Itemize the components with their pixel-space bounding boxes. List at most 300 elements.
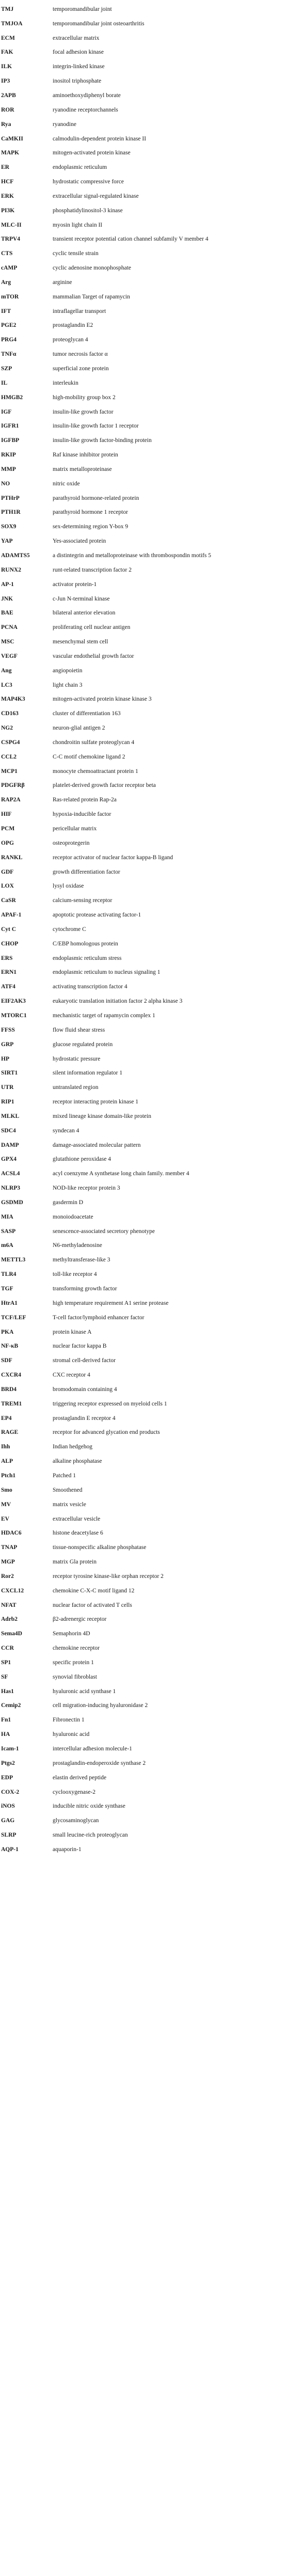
abbreviation-definition: nuclear factor of activated T cells xyxy=(53,1602,132,1608)
abbreviation-row xyxy=(0,1239,288,1253)
abbreviation-definition: intraflagellar transport xyxy=(53,308,106,314)
abbreviation-definition: angiopoietin xyxy=(53,667,83,674)
abbreviation-row xyxy=(0,1584,288,1598)
abbreviation-term: EIF2AK3 xyxy=(1,998,26,1005)
abbreviation-term: IP3 xyxy=(1,78,10,85)
abbreviation-definition: sex-determining region Y-box 9 xyxy=(53,524,129,530)
abbreviation-row xyxy=(0,1483,288,1497)
abbreviation-definition: eukaryotic translation initiation factor 2 alpha kinase 3 xyxy=(53,998,183,1005)
abbreviation-definition: parathyroid hormone 1 receptor xyxy=(53,509,128,516)
abbreviation-definition: bilateral anterior elevation xyxy=(53,610,116,617)
abbreviation-row xyxy=(0,347,288,361)
abbreviation-row xyxy=(0,1382,288,1397)
abbreviation-definition: hydrostatic pressure xyxy=(53,1055,101,1062)
abbreviation-definition: receptor interacting protein kinase 1 xyxy=(53,1099,139,1105)
abbreviation-definition: transient receptor potential cation channel subfamily V member 4 xyxy=(53,236,209,243)
abbreviation-row xyxy=(0,117,288,132)
abbreviation-term: CXCR4 xyxy=(1,1372,21,1379)
abbreviation-row xyxy=(0,1411,288,1426)
abbreviation-definition: runt-related transcription factor 2 xyxy=(53,566,132,573)
abbreviation-term: UTR xyxy=(1,1084,14,1091)
abbreviation-term: DAMP xyxy=(1,1142,19,1148)
abbreviation-term: IGFR1 xyxy=(1,423,19,430)
abbreviation-term: YAP xyxy=(1,538,13,545)
abbreviation-row xyxy=(0,836,288,850)
abbreviation-term: PCNA xyxy=(1,624,18,631)
abbreviation-term: cAMP xyxy=(1,265,18,272)
abbreviation-definition: elastin derived peptide xyxy=(53,1774,107,1781)
abbreviation-row xyxy=(0,1296,288,1310)
abbreviation-row xyxy=(0,1440,288,1454)
abbreviation-term: CCR xyxy=(1,1645,14,1652)
abbreviation-row xyxy=(0,1655,288,1670)
abbreviation-row xyxy=(0,103,288,117)
abbreviation-term: TNAP xyxy=(1,1544,18,1551)
abbreviation-term: HDAC6 xyxy=(1,1530,22,1537)
abbreviation-definition: glycosaminoglycan xyxy=(53,1818,99,1824)
abbreviation-term: CHOP xyxy=(1,940,19,947)
abbreviation-definition: damage-associated molecular pattern xyxy=(53,1142,141,1148)
abbreviation-row xyxy=(0,1368,288,1382)
abbreviation-term: SZP xyxy=(1,366,12,372)
abbreviation-row xyxy=(0,534,288,548)
abbreviation-row xyxy=(0,606,288,620)
abbreviation-definition: transforming growth factor xyxy=(53,1286,117,1292)
abbreviation-row xyxy=(0,1080,288,1095)
abbreviation-row xyxy=(0,505,288,520)
abbreviation-definition: focal adhesion kinase xyxy=(53,49,104,56)
abbreviation-term: RAP2A xyxy=(1,797,21,803)
abbreviation-row xyxy=(0,735,288,750)
abbreviation-definition: nitric oxide xyxy=(53,480,80,487)
abbreviation-term: ERN1 xyxy=(1,969,17,976)
abbreviation-row xyxy=(0,1195,288,1210)
abbreviation-term: PTH1R xyxy=(1,509,21,516)
abbreviation-term: IGFBP xyxy=(1,437,20,444)
abbreviation-term: TMJ xyxy=(1,6,14,12)
abbreviation-term: APAF-1 xyxy=(1,912,22,919)
abbreviation-row xyxy=(0,620,288,635)
abbreviation-term: TNFα xyxy=(1,351,17,358)
abbreviation-row xyxy=(0,1008,288,1023)
abbreviation-row xyxy=(0,1426,288,1440)
abbreviation-definition: myosin light chain II xyxy=(53,222,103,228)
abbreviation-row xyxy=(0,1540,288,1555)
abbreviation-row xyxy=(0,706,288,721)
abbreviation-row xyxy=(0,592,288,606)
abbreviation-row xyxy=(0,1699,288,1713)
abbreviation-row xyxy=(0,1813,288,1828)
abbreviation-term: Ptgs2 xyxy=(1,1760,15,1766)
abbreviation-row xyxy=(0,1181,288,1195)
abbreviation-term: Cyt C xyxy=(1,926,17,933)
abbreviation-term: Ptch1 xyxy=(1,1472,16,1479)
abbreviation-row xyxy=(0,1512,288,1526)
abbreviation-definition: matrix metalloproteinase xyxy=(53,466,112,472)
abbreviation-term: Ror2 xyxy=(1,1573,14,1579)
abbreviation-definition: calmodulin-dependent protein kinase II xyxy=(53,135,147,142)
abbreviation-definition: N6-methyladenosine xyxy=(53,1242,102,1249)
abbreviation-term: SOX9 xyxy=(1,524,17,530)
abbreviation-term: TCF/LEF xyxy=(1,1314,26,1321)
abbreviation-definition: receptor for advanced glycation end products xyxy=(53,1429,160,1436)
abbreviation-term: CaMKII xyxy=(1,135,23,142)
abbreviation-term: Ihh xyxy=(1,1444,10,1450)
abbreviation-term: AQP-1 xyxy=(1,1846,19,1853)
abbreviation-definition: receptor activator of nuclear factor kappa-B ligand xyxy=(53,854,173,861)
abbreviation-definition: Raf kinase inhibitor protein xyxy=(53,452,118,459)
abbreviation-row xyxy=(0,779,288,793)
abbreviation-row xyxy=(0,376,288,390)
abbreviation-term: Rya xyxy=(1,121,11,128)
abbreviation-term: SP1 xyxy=(1,1659,11,1666)
abbreviation-definition: monocyte chemoattractant protein 1 xyxy=(53,768,138,775)
abbreviation-term: TREM1 xyxy=(1,1400,22,1407)
abbreviation-definition: Ras-related protein Rap-2a xyxy=(53,797,117,803)
abbreviation-row xyxy=(0,491,288,505)
abbreviation-row xyxy=(0,577,288,592)
abbreviation-term: LOX xyxy=(1,883,14,890)
abbreviation-term: CCL2 xyxy=(1,753,17,760)
abbreviation-row xyxy=(0,74,288,88)
abbreviation-row xyxy=(0,203,288,218)
abbreviation-row xyxy=(0,966,288,980)
abbreviation-term: Adrb2 xyxy=(1,1616,18,1623)
abbreviation-term: ERS xyxy=(1,955,13,961)
abbreviation-row xyxy=(0,304,288,319)
abbreviation-definition: intercellular adhesion molecule-1 xyxy=(53,1746,132,1752)
abbreviation-definition: arginine xyxy=(53,279,72,286)
abbreviation-row xyxy=(0,290,288,304)
abbreviation-definition: chemokine receptor xyxy=(53,1645,100,1652)
abbreviation-definition: osteoprotegerin xyxy=(53,840,90,846)
abbreviation-term: SDF xyxy=(1,1357,12,1364)
abbreviation-definition: light chain 3 xyxy=(53,682,83,688)
abbreviation-definition: specific protein 1 xyxy=(53,1659,94,1666)
abbreviation-definition: temporomandibular joint xyxy=(53,6,112,12)
abbreviation-definition: tissue-nonspecific alkaline phosphatase xyxy=(53,1544,147,1551)
abbreviation-term: Smo xyxy=(1,1487,12,1493)
abbreviation-term: EV xyxy=(1,1515,9,1522)
abbreviation-definition: cyclic adenosine monophosphate xyxy=(53,265,132,272)
abbreviation-row xyxy=(0,994,288,1008)
abbreviation-term: SDC4 xyxy=(1,1127,16,1134)
abbreviation-row xyxy=(0,1267,288,1282)
abbreviation-definition: tumor necrosis factor α xyxy=(53,351,108,358)
abbreviation-definition: cyclic tensile strain xyxy=(53,250,99,257)
abbreviation-row xyxy=(0,764,288,779)
abbreviation-definition: nuclear factor kappa B xyxy=(53,1343,107,1350)
abbreviation-term: MIA xyxy=(1,1213,13,1220)
abbreviation-row xyxy=(0,132,288,146)
abbreviation-row xyxy=(0,1626,288,1641)
abbreviation-row xyxy=(0,1152,288,1167)
abbreviation-term: TRPV4 xyxy=(1,236,21,243)
abbreviation-term: ADAMTS5 xyxy=(1,552,30,559)
abbreviation-row xyxy=(0,31,288,45)
abbreviation-definition: calcium-sensing receptor xyxy=(53,897,113,904)
abbreviation-term: CD163 xyxy=(1,710,19,717)
abbreviation-definition: matrix Gla protein xyxy=(53,1559,97,1566)
abbreviation-definition: insulin-like growth factor xyxy=(53,408,114,415)
abbreviation-term: HP xyxy=(1,1055,9,1062)
abbreviation-definition: aquaporin-1 xyxy=(53,1846,82,1853)
abbreviation-definition: growth differentiation factor xyxy=(53,868,120,875)
abbreviation-row xyxy=(0,1771,288,1785)
abbreviation-term: MAP4K3 xyxy=(1,696,25,703)
abbreviation-term: GRP xyxy=(1,1041,14,1048)
abbreviation-term: PCM xyxy=(1,826,15,832)
abbreviation-definition: C-C motif chemokine ligand 2 xyxy=(53,753,125,760)
abbreviation-definition: pericellular matrix xyxy=(53,826,97,832)
abbreviation-row xyxy=(0,721,288,735)
abbreviation-row xyxy=(0,937,288,951)
abbreviation-definition: high temperature requirement A1 serine protease xyxy=(53,1300,169,1306)
abbreviation-definition: inositol triphosphate xyxy=(53,78,102,85)
abbreviation-term: METTL3 xyxy=(1,1257,26,1263)
abbreviation-term: GPX4 xyxy=(1,1156,17,1163)
abbreviation-term: JNK xyxy=(1,595,13,602)
abbreviation-term: GDF xyxy=(1,868,14,875)
abbreviation-term: Sema4D xyxy=(1,1631,22,1637)
abbreviation-row xyxy=(0,433,288,448)
abbreviation-row xyxy=(0,692,288,707)
abbreviation-definition: mitogen-activated protein kinase xyxy=(53,150,131,156)
abbreviation-definition: prostaglandin E2 xyxy=(53,322,93,329)
abbreviation-row xyxy=(0,1842,288,1857)
abbreviation-term: CXCL12 xyxy=(1,1587,24,1594)
abbreviation-definition: flow fluid shear stress xyxy=(53,1026,105,1033)
abbreviation-definition: extracellular vesicle xyxy=(53,1515,101,1522)
abbreviation-definition: syndecan 4 xyxy=(53,1127,79,1134)
abbreviation-definition: Fibronectin 1 xyxy=(53,1717,85,1724)
abbreviation-definition: mitogen-activated protein kinase kinase 3 xyxy=(53,696,152,703)
abbreviation-row xyxy=(0,17,288,31)
abbreviation-definition: activator protein-1 xyxy=(53,581,97,588)
abbreviation-definition: activating transcription factor 4 xyxy=(53,984,127,990)
abbreviation-definition: glucose regulated protein xyxy=(53,1041,113,1048)
abbreviation-term: PRG4 xyxy=(1,337,17,343)
abbreviation-term: EDP xyxy=(1,1774,13,1781)
abbreviation-term: ECM xyxy=(1,35,15,41)
abbreviation-definition: mechanistic target of rapamycin complex 1 xyxy=(53,1012,155,1019)
abbreviation-term: RAGE xyxy=(1,1429,19,1436)
abbreviation-row xyxy=(0,232,288,247)
abbreviation-term: HMGB2 xyxy=(1,394,23,401)
abbreviation-row xyxy=(0,1282,288,1296)
abbreviation-term: CaSR xyxy=(1,897,16,904)
abbreviation-row xyxy=(0,319,288,333)
abbreviation-row xyxy=(0,893,288,908)
abbreviation-row xyxy=(0,1742,288,1756)
abbreviation-definition: insulin-like growth factor-binding protein xyxy=(53,437,152,444)
abbreviation-term: IGF xyxy=(1,408,12,415)
abbreviation-term: MLC-II xyxy=(1,222,22,228)
abbreviation-row xyxy=(0,333,288,347)
abbreviation-definition: monoiodoacetate xyxy=(53,1213,93,1220)
abbreviation-row xyxy=(0,1598,288,1613)
abbreviation-term: RANKL xyxy=(1,854,23,861)
abbreviation-row xyxy=(0,1454,288,1468)
abbreviation-row xyxy=(0,189,288,203)
abbreviation-definition: silent information regulator 1 xyxy=(53,1070,123,1077)
abbreviation-term: m6A xyxy=(1,1242,13,1249)
abbreviation-row xyxy=(0,750,288,764)
abbreviation-term: 2APB xyxy=(1,92,16,99)
abbreviation-definition: interleukin xyxy=(53,380,78,386)
abbreviation-definition: Semaphorin 4D xyxy=(53,1631,90,1637)
abbreviation-definition: proteoglycan 4 xyxy=(53,337,88,343)
abbreviation-row xyxy=(0,419,288,433)
abbreviation-row xyxy=(0,1569,288,1584)
abbreviation-definition: protein kinase A xyxy=(53,1329,92,1335)
abbreviation-definition: c-Jun N-terminal kinase xyxy=(53,595,110,602)
abbreviation-definition: histone deacetylase 6 xyxy=(53,1530,103,1537)
abbreviation-row xyxy=(0,1138,288,1152)
abbreviation-row xyxy=(0,1095,288,1109)
abbreviation-definition: stromal cell-derived factor xyxy=(53,1357,116,1364)
abbreviation-row xyxy=(0,649,288,663)
abbreviation-definition: lysyl oxidase xyxy=(53,883,84,890)
abbreviation-row xyxy=(0,88,288,103)
abbreviation-definition: extracellular signal-regulated kinase xyxy=(53,193,139,199)
abbreviation-row xyxy=(0,1066,288,1080)
abbreviation-row xyxy=(0,922,288,937)
abbreviation-definition: superficial zone protein xyxy=(53,366,109,372)
abbreviation-row xyxy=(0,821,288,836)
abbreviation-term: ER xyxy=(1,164,9,171)
abbreviation-definition: hyaluronic acid xyxy=(53,1731,90,1738)
abbreviation-definition: alkaline phosphatase xyxy=(53,1458,102,1465)
abbreviation-row xyxy=(0,1325,288,1339)
abbreviation-definition: prostaglandin-endoperoxide synthase 2 xyxy=(53,1760,146,1766)
abbreviation-term: IFT xyxy=(1,308,11,314)
abbreviation-definition: proliferating cell nuclear antigen xyxy=(53,624,131,631)
abbreviation-row xyxy=(0,1397,288,1411)
abbreviation-term: ROR xyxy=(1,106,14,113)
abbreviation-definition: endoplasmic reticulum xyxy=(53,164,107,171)
abbreviation-term: iNOS xyxy=(1,1803,15,1810)
abbreviation-definition: chondroitin sulfate proteoglycan 4 xyxy=(53,739,135,746)
abbreviation-definition: untranslated region xyxy=(53,1084,99,1091)
abbreviation-term: RUNX2 xyxy=(1,566,21,573)
abbreviation-term: HA xyxy=(1,1731,10,1738)
abbreviation-term: FAK xyxy=(1,49,13,56)
abbreviation-term: ATF4 xyxy=(1,984,15,990)
abbreviation-row xyxy=(0,218,288,232)
abbreviation-term: FFSS xyxy=(1,1026,15,1033)
abbreviation-term: MTORC1 xyxy=(1,1012,27,1019)
abbreviation-row xyxy=(0,1799,288,1813)
abbreviation-definition: parathyroid hormone-related protein xyxy=(53,495,139,501)
abbreviation-row xyxy=(0,908,288,922)
abbreviation-term: NFAT xyxy=(1,1602,17,1608)
abbreviation-term: COX-2 xyxy=(1,1789,20,1795)
abbreviation-definition: Patched 1 xyxy=(53,1472,76,1479)
abbreviation-row xyxy=(0,1037,288,1052)
abbreviation-term: ILK xyxy=(1,64,12,70)
abbreviation-definition: methyltransferase-like 3 xyxy=(53,1257,110,1263)
abbreviation-row xyxy=(0,979,288,994)
abbreviation-term: SF xyxy=(1,1673,8,1680)
abbreviation-row xyxy=(0,1468,288,1483)
abbreviation-row xyxy=(0,1253,288,1267)
abbreviation-term: GAG xyxy=(1,1818,15,1824)
abbreviation-definition: small leucine-rich proteoglycan xyxy=(53,1832,128,1839)
abbreviation-row xyxy=(0,678,288,692)
abbreviation-term: Fn1 xyxy=(1,1717,11,1724)
abbreviation-definition: hypoxia-inducible factor xyxy=(53,811,111,818)
abbreviation-row xyxy=(0,1224,288,1239)
abbreviation-definition: vascular endothelial growth factor xyxy=(53,653,134,659)
abbreviation-term: NF-κB xyxy=(1,1343,19,1350)
abbreviation-term: ACSL4 xyxy=(1,1171,20,1177)
abbreviation-term: MMP xyxy=(1,466,16,472)
abbreviation-definition: acyl coenzyme A synthetase long chain family. member 4 xyxy=(53,1171,189,1177)
abbreviation-term: OPG xyxy=(1,840,14,846)
abbreviation-row xyxy=(0,1684,288,1699)
abbreviation-row xyxy=(0,865,288,879)
abbreviation-definition: C/EBP homologous protein xyxy=(53,940,118,947)
abbreviation-row xyxy=(0,1713,288,1727)
abbreviation-row xyxy=(0,175,288,189)
abbreviation-definition: aminoethoxydiphenyl borate xyxy=(53,92,121,99)
abbreviation-definition: cluster of differentiation 163 xyxy=(53,710,121,717)
abbreviation-definition: NOD-like receptor protein 3 xyxy=(53,1185,120,1192)
abbreviation-row xyxy=(0,1210,288,1224)
abbreviation-definition: Indian hedgehog xyxy=(53,1444,92,1450)
abbreviation-row xyxy=(0,1526,288,1540)
abbreviation-term: HCF xyxy=(1,179,14,185)
abbreviation-definition: Yes-associated protein xyxy=(53,538,106,545)
abbreviation-term: BRD4 xyxy=(1,1386,17,1393)
abbreviation-term: LC3 xyxy=(1,682,12,688)
abbreviation-definition: receptor tyrosine kinase-like orphan receptor 2 xyxy=(53,1573,164,1579)
abbreviation-definition: ryanodine receptorchannels xyxy=(53,106,118,113)
abbreviation-term: BAE xyxy=(1,610,13,617)
abbreviation-definition: mixed lineage kinase domain-like protein xyxy=(53,1113,151,1119)
abbreviation-row xyxy=(0,462,288,477)
abbreviation-row xyxy=(0,390,288,405)
abbreviation-definition: phosphatidylinositol-3 kinase xyxy=(53,207,123,214)
abbreviation-row xyxy=(0,807,288,821)
abbreviation-definition: gasdermin D xyxy=(53,1199,84,1206)
abbreviation-term: TGF xyxy=(1,1286,13,1292)
abbreviation-term: PI3K xyxy=(1,207,15,214)
abbreviation-definition: prostaglandin E receptor 4 xyxy=(53,1415,116,1421)
abbreviation-definition: T-cell factor/lymphoid enhancer factor xyxy=(53,1314,145,1321)
abbreviation-definition: cytochrome C xyxy=(53,926,86,933)
abbreviation-row xyxy=(0,635,288,649)
abbreviation-term: MLKL xyxy=(1,1113,20,1119)
abbreviation-definition: senescence-associated secretory phenotype xyxy=(53,1228,155,1235)
abbreviation-term: Ang xyxy=(1,667,12,674)
abbreviation-definition: temporomandibular joint osteoarthritis xyxy=(53,20,145,27)
abbreviation-definition: triggering receptor expressed on myeloid cells 1 xyxy=(53,1400,167,1407)
abbreviation-row xyxy=(0,850,288,865)
abbreviation-term: HIF xyxy=(1,811,12,818)
abbreviation-row xyxy=(0,146,288,160)
abbreviation-term: PKA xyxy=(1,1329,14,1335)
abbreviation-definition: toll-like receptor 4 xyxy=(53,1271,97,1278)
abbreviation-definition: mammalian Target of rapamycin xyxy=(53,293,130,300)
abbreviation-definition: synovial fibroblast xyxy=(53,1673,97,1680)
abbreviation-term: PGE2 xyxy=(1,322,17,329)
abbreviation-row xyxy=(0,477,288,491)
abbreviation-row xyxy=(0,951,288,966)
abbreviation-row xyxy=(0,1785,288,1799)
abbreviation-row xyxy=(0,275,288,290)
